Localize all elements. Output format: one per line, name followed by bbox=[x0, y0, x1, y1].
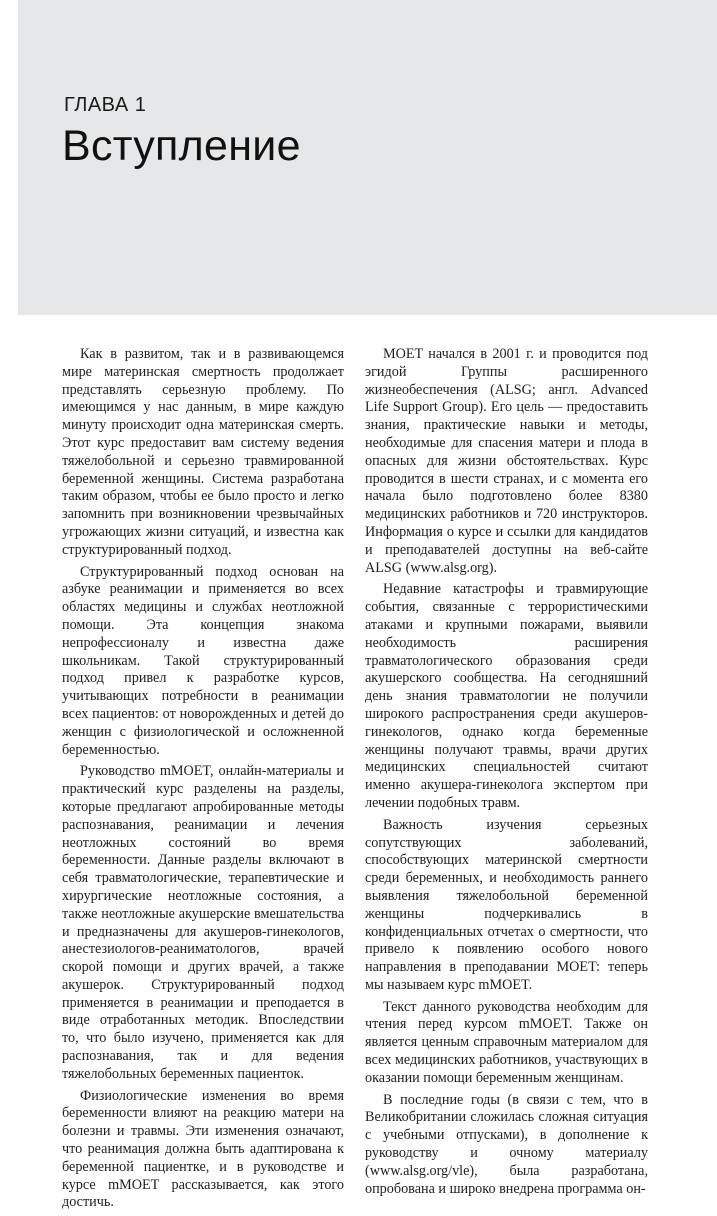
paragraph: MOET начался в 2001 г. и проводится под эгидой Группы расширенного жизнеобеспечения (ALSG; англ. Advanced Life Support Group). Его цель — предоставить знания, практические навыки и методы, необходимые для спасения матери и плода в опасных для жизни обстоятельствах. Курс проводится в шести странах, и с момента его начала было подготовлено более 8380 медицинских работников и 720 инструкторов. Информация о курсе и ссылки для кандидатов и преподавателей доступны на веб-сайте ALSG (www.alsg.org). bbox=[365, 346, 648, 576]
paragraph: Текст данного руководства необходим для чтения перед курсом mMOET. Также он является ценным справочным материалом для всех медицинских работников, участвующих в оказании помощи беременным женщинам. bbox=[365, 998, 648, 1086]
chapter-label: ГЛАВА 1 bbox=[64, 94, 147, 116]
paragraph: Структурированный подход основан на азбуке реанимации и применяется во всех областях медицины и службах неотложной помощи. Эта концепция знакома непрофессионалу и известна даже школьникам. Такой структурированный подход привел к разработке курсов, учитывающих потребности в реанимации всех пациентов: от новорожденных и детей до женщин с физиологической и осложненной беременностью. bbox=[62, 563, 344, 758]
chapter-title: Вступление bbox=[62, 122, 301, 170]
paragraph: Физиологические изменения во время беременности влияют на реакцию матери на болезни и травмы. Эти изменения означают, что реанимация должна быть адаптирована к беременной пациентке, и в руководстве и курсе mMOET рассказывается, как этого достичь. bbox=[62, 1087, 344, 1211]
right-column bbox=[365, 346, 648, 1202]
paragraph: Недавние катастрофы и травмирующие события, связанные с террористическими атаками и крупными пожарами, выявили необходимость расширения травматологического образования среди акушерского сообщества. На сегодняшний день знания травматологии не получили широкого распространения среди акушеров-гинекологов, однако когда беременные женщины получают травмы, врачи других медицинских специальностей считают именно акушера-гинеколога экспертом при лечении подобных травм. bbox=[365, 581, 648, 811]
paragraph: Руководство mMOET, онлайн-материалы и практический курс разделены на разделы, которые предлагают апробированные методы распознавания, реанимации и лечения неотложных состояний во время беременности. Данные разделы включают в себя травматологические, терапевтические и хирургические неотложные состояния, а также неотложные акушерские вмешательства и предназначены для акушеров-гинекологов, анестезиологов-реаниматологов, врачей скорой помощи и других врачей, а также акушерок. Структурированный подход применяется в реанимации и преподается в виде отработанных методик. Впоследствии то, что было изучено, применяется как для распознавания, так и для ведения тяжелобольных беременных пациенток. bbox=[62, 763, 344, 1082]
paragraph: Важность изучения серьезных сопутствующих заболеваний, способствующих материнской смертности среди беременных, и необходимость раннего выявления тяжелобольной беременной женщины подчеркивались в конфиденциальных отчетах о смертности, что привело к появлению особого нового направления в преподавании MOET: теперь мы называем курс mMOET. bbox=[365, 816, 648, 993]
left-column bbox=[62, 346, 344, 1216]
paragraph: Как в развитом, так и в развивающемся мире материнская смертность продолжает представлять серьезную проблему. По имеющимся у нас данным, в мире каждую минуту происходит одна материнская смерть. Этот курс предоставит вам систему ведения тяжелобольной и серьезно травмированной беременной женщины. Система разработана таким образом, чтобы ее было просто и легко запомнить при возникновении чрезвычайных угрожающих жизни ситуаций, и известна как структурированный подход. bbox=[62, 346, 344, 558]
paragraph: В последние годы (в связи с тем, что в Великобритании сложилась сложная ситуация с учебными отпусками), в дополнение к руководству и очному материалу (www.alsg.org/vle), была разработана, опробована и широко внедрена программа он- bbox=[365, 1091, 648, 1197]
